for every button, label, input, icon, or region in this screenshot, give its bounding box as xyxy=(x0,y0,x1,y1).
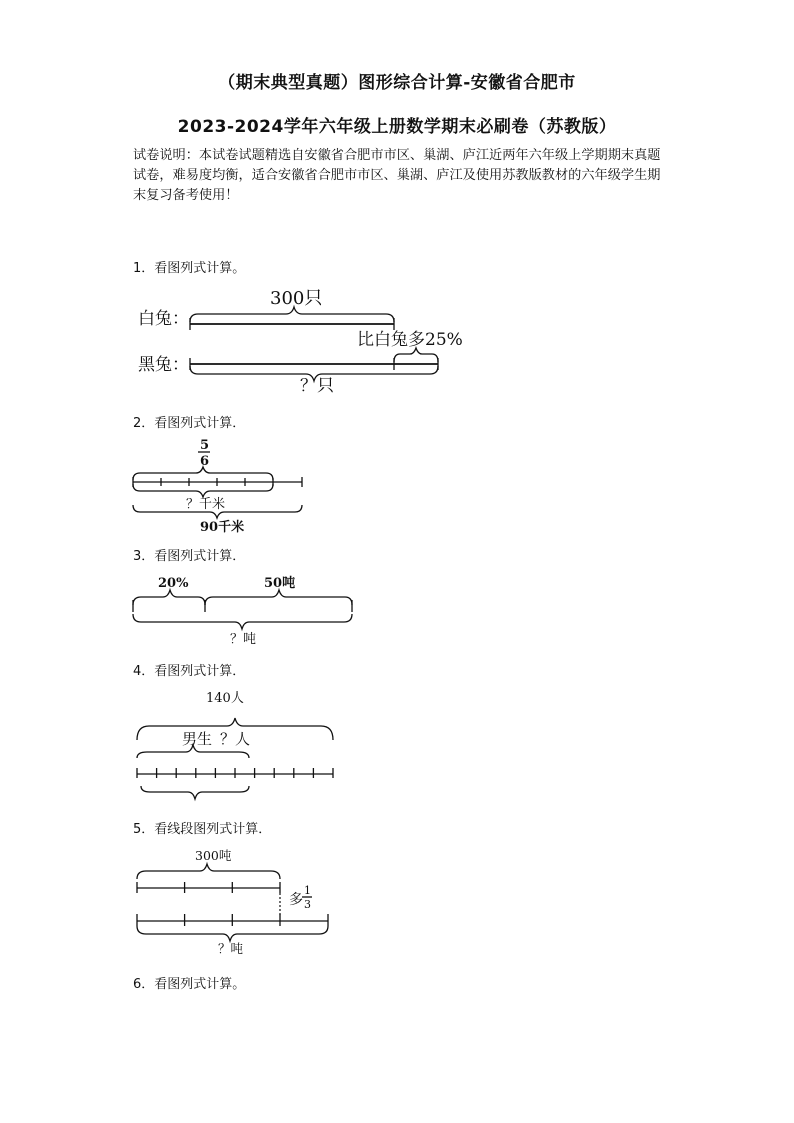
q3-bottom-brace xyxy=(133,614,352,629)
q4-segment-diagram xyxy=(137,691,333,799)
q2-segment-diagram xyxy=(133,438,302,535)
title-line-1: （期末典型真题）图形综合计算-安徽省合肥市 xyxy=(218,73,576,93)
q3-percent-label: 20% xyxy=(158,576,189,591)
question-3-stem: 3．看图列式计算． xyxy=(133,549,246,564)
q1-white-count: 300只 xyxy=(270,288,323,309)
q2-fraction-denominator: 6 xyxy=(200,454,210,469)
q5-unknown-label: ？吨 xyxy=(218,941,244,956)
q4-unknown-label: ？人 xyxy=(220,730,251,748)
q5-bottom-brace xyxy=(137,926,328,941)
q1-label-black-rabbit: 黑兔： xyxy=(138,355,189,375)
q1-more-brace xyxy=(394,348,438,362)
q5-fraction-numerator: 1 xyxy=(304,884,311,897)
question-4-stem: 4．看图列式计算． xyxy=(133,664,246,679)
q4-total-label: 140人 xyxy=(206,691,244,706)
q5-segment-diagram xyxy=(137,848,328,956)
exam-instructions: 试卷说明：本试卷试题精选自安徽省合肥市市区、巢湖、庐江近两年六年级上学期期末真题试卷，难易度均衡，适合安徽省合肥市市区、巢湖、庐江及使用苏教版教材的六年级学生期末复习备考使用！ xyxy=(133,148,661,203)
q2-total-label: 90千米 xyxy=(200,520,245,535)
q3-amount-label: 50吨 xyxy=(264,576,296,591)
title-line-2: 2023-2024学年六年级上册数学期末必刷卷（苏教版） xyxy=(177,117,617,137)
q1-more-label: 比白兔多25% xyxy=(357,330,463,350)
q1-unknown-label: ？只 xyxy=(300,376,334,396)
q2-unknown-label: ？千米 xyxy=(186,497,226,512)
q3-segment-diagram xyxy=(133,576,352,647)
q5-top-label: 300吨 xyxy=(195,848,232,863)
q4-boys-label: 男生 xyxy=(182,730,213,748)
q5-fraction-denominator: 3 xyxy=(304,898,311,911)
q1-segment-diagram xyxy=(138,288,463,396)
q1-label-white-rabbit: 白兔： xyxy=(138,309,189,329)
q5-more-label: 多 xyxy=(289,892,303,908)
q3-right-brace xyxy=(205,590,352,605)
q4-ticks xyxy=(137,768,333,778)
q4-bottom-brace xyxy=(141,786,249,799)
question-2-stem: 2．看图列式计算． xyxy=(133,416,246,431)
question-6-stem: 6．看图列式计算。 xyxy=(133,977,246,992)
q2-mid-brace xyxy=(133,484,273,497)
question-5-stem: 5．看线段图列式计算． xyxy=(133,822,272,837)
q5-top-brace xyxy=(137,864,280,879)
q3-unknown-label: ？吨 xyxy=(230,632,257,647)
q2-fraction-numerator: 5 xyxy=(200,438,210,453)
q3-left-brace xyxy=(133,590,205,605)
q1-top-brace xyxy=(190,307,394,322)
question-1-stem: 1．看图列式计算。 xyxy=(133,261,246,276)
